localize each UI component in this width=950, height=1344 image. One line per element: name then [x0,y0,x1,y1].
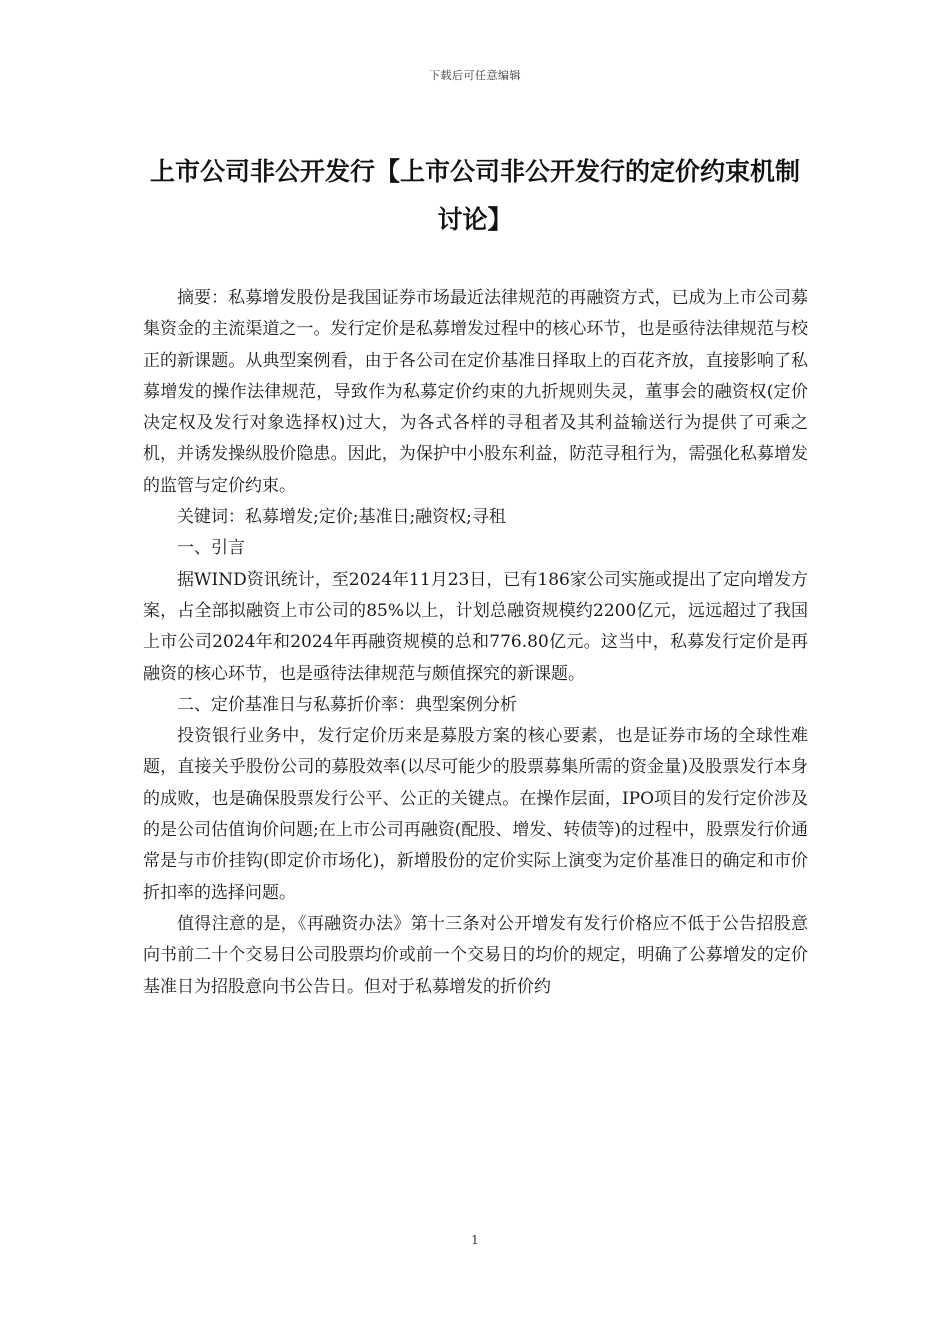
document-body [143,283,808,1003]
document-title: 上市公司非公开发行【上市公司非公开发行的定价约束机制讨论】 [149,157,800,234]
header-note: 下载后可任意编辑 [429,69,521,82]
introduction-paragraph: 据WIND资讯统计，至2024年11月23日，已有186家公司实施或提出了定向增发方案，占全部拟融资上市公司的85%以上，计划总融资规模约2200亿元，远远超过了我国上市公司2024年和2024年再融资规模的总和776.80亿元。这当中，私募发行定价是再融资的核心环节，也是亟待法律规范与颇值探究的新课题。 [143,569,808,684]
section-heading-case-analysis: 二、定价基准日与私募折价率：典型案例分析 [177,694,517,715]
body-paragraph: 投资银行业务中，发行定价历来是募股方案的核心要素，也是证券市场的全球性难题，直接关乎股份公司的募股效率(以尽可能少的股票募集所需的资金量)及股票发行本身的成败，也是确保股票发行公平、公正的关键点。在操作层面，IPO项目的发行定价涉及的是公司估值询价问题;在上市公司再融资(配股、增发、转债等)的过程中，股票发行价通常是与市价挂钩(即定价市场化)，新增股份的定价实际上演变为定价基准日的确定和市价折扣率的选择问题。 [143,726,808,903]
body-paragraph: 值得注意的是，《再融资办法》第十三条对公开增发有发行价格应不低于公告招股意向书前二十个交易日公司股票均价或前一个交易日的均价的规定，明确了公募增发的定价基准日为招股意向书公告日。但对于私募增发的折价约 [143,913,808,997]
section-heading-introduction: 一、引言 [177,538,245,559]
keywords-paragraph: 关键词：私募增发;定价;基准日;融资权;寻租 [177,507,506,528]
page-number: 1 [471,1233,479,1247]
abstract-paragraph: 摘要：私募增发股份是我国证券市场最近法律规范的再融资方式，已成为上市公司募集资金的主流渠道之一。发行定价是私募增发过程中的核心环节，也是亟待法律规范与校正的新课题。从典型案例看，由于各公司在定价基准日择取上的百花齐放，直接影响了私募增发的操作法律规范，导致作为私募定价约束的九折规则失灵，董事会的融资权(定价决定权及发行对象选择权)过大，为各式各样的寻租者及其利益输送行为提供了可乘之机，并诱发操纵股价隐患。因此，为保护中小股东利益，防范寻租行为，需强化私募增发的监管与定价约束。 [143,288,808,496]
